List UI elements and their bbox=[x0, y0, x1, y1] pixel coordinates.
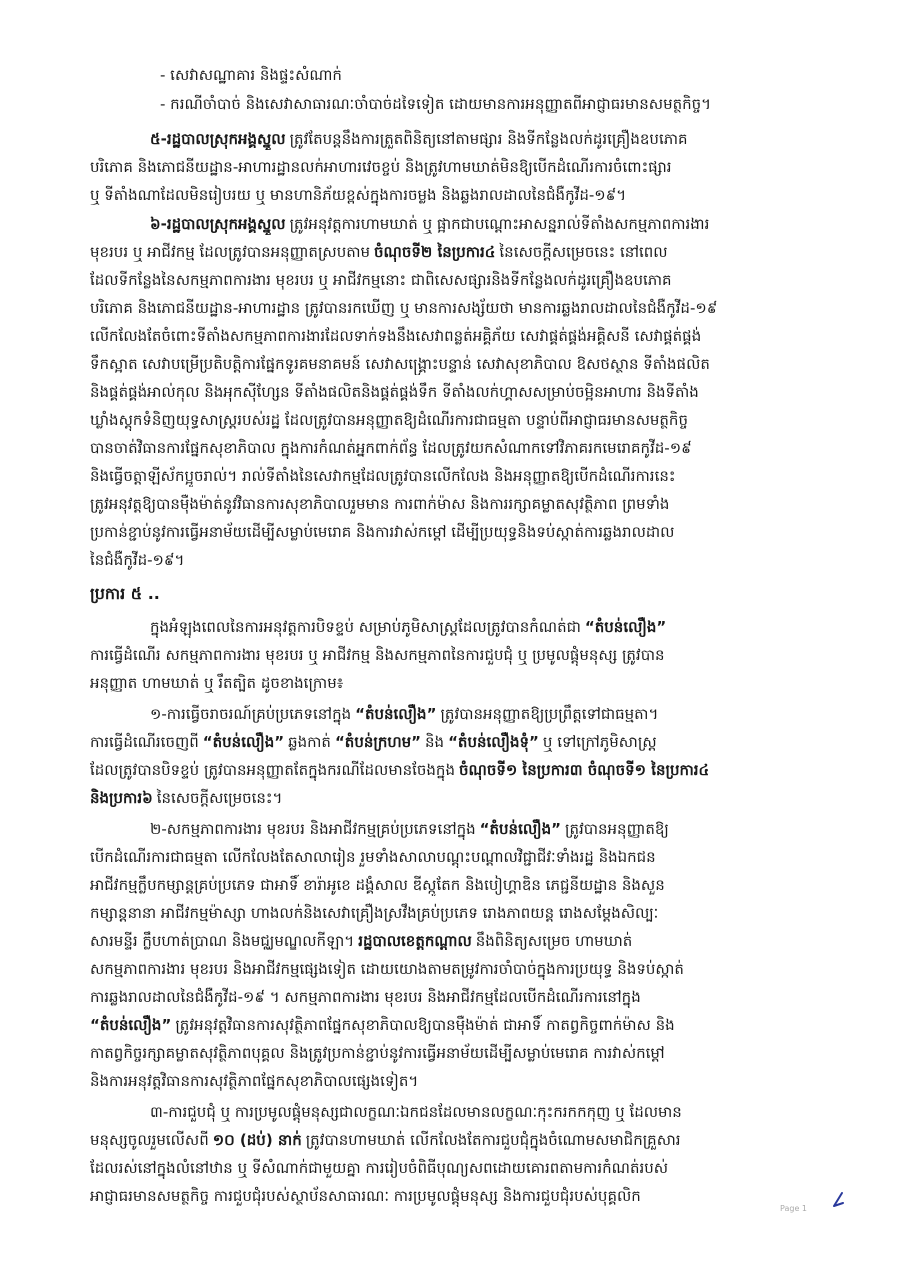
para2-text: និងការអនុវត្តវិធានការសុវត្ថិភាពផ្នែកសុខាភិបាលផ្សេងទៀត។ bbox=[90, 1072, 419, 1090]
item6-text: បរិភោគ និងភោជនីយដ្ឋាន-អាហារដ្ឋាន ត្រូវបានរកឃើញ ឬ មានការសង្ស័យថា មានការឆ្លងរាលដាលនៃជំងឺកូវីដ-១៩ bbox=[90, 299, 718, 317]
para3-line bbox=[90, 1157, 850, 1179]
item6-line bbox=[90, 297, 850, 319]
item6-line bbox=[90, 549, 850, 571]
para1-text: ឆ្លងកាត់ bbox=[288, 733, 331, 751]
item6-line bbox=[90, 465, 850, 487]
para3-text: មនុស្សចូលរួមលើសពី bbox=[90, 1131, 209, 1149]
para2-line bbox=[90, 846, 850, 868]
bullet-text: - សេវាសណ្ឋាគារ និងផ្ទះសំណាក់ bbox=[160, 66, 342, 84]
item6-text: ត្រូវអនុវត្តការហាមឃាត់ ឬ ផ្អាកជាបណ្ដោះអាសន្នរាល់ទីតាំងសកម្មភាពការងារ bbox=[289, 215, 710, 233]
article5-text: ការធ្វើដំណើរ សកម្មភាពការងារ មុខរបរ ឬ អាជីវកម្ម និងសកម្មភាពនៃការជួបជុំ ឬ ប្រមូលផ្ដុំមនុស្ស ត្រូវបាន bbox=[90, 646, 665, 664]
para2-line bbox=[90, 874, 850, 896]
para2-text: សារមន្ទីរ ក្លឹបហាត់ប្រាណ និងមជ្ឈមណ្ឌលកីឡា។ bbox=[90, 932, 355, 950]
zone-dark-yellow: “តំបន់លឿងទុំ” bbox=[448, 733, 539, 751]
item6-lead: ៦-រដ្ឋបាលស្រុកអង្គស្នួល bbox=[150, 215, 286, 233]
item5-line bbox=[150, 128, 850, 150]
item5-lead: ៥-រដ្ឋបាលស្រុកអង្គស្នួល bbox=[150, 130, 286, 148]
para1-text: និង bbox=[425, 733, 445, 751]
para1-text: ឬ ទៅក្រៅភូមិសាស្ត្រ bbox=[542, 733, 657, 751]
para2-text: ២-សកម្មភាពការងារ មុខរបរ និងអាជីវកម្មគ្រប់ប្រភេទនៅក្នុង bbox=[150, 820, 476, 838]
bullet-text: - ករណីចាំបាច់ និងសេវាសាធារណៈចាំបាច់ដទៃទៀត ដោយមានការអនុញ្ញាតពីអាជ្ញាធរមានសមត្ថកិច្ច។ bbox=[160, 95, 712, 113]
para2-line bbox=[90, 958, 850, 980]
para1-ref: ចំណុចទី១ នៃប្រការ៣ ចំណុចទី១ នៃប្រការ៤ bbox=[458, 761, 710, 779]
zone-yellow: “តំបន់លឿង” bbox=[355, 705, 437, 723]
item6-text: មុខរបរ ឬ អាជីវកម្ម ដែលត្រូវបានអនុញ្ញាតស្របតាម bbox=[90, 243, 371, 261]
para2-text: នឹងពិនិត្យសម្រេច ហាមឃាត់ bbox=[475, 932, 633, 950]
zone-yellow: “តំបន់លឿង” bbox=[584, 618, 667, 636]
para3-count: ១០ (ដប់) នាក់ bbox=[212, 1131, 302, 1149]
item6-line bbox=[90, 353, 850, 375]
para2-line bbox=[90, 986, 850, 1008]
para1-line bbox=[90, 759, 850, 781]
para2-line bbox=[90, 1070, 850, 1092]
para1-line bbox=[150, 703, 850, 725]
item6-text: ឃ្លាំងស្តុកទំនិញយុទ្ធសាស្ត្ររបស់រដ្ឋ ដែលត្រូវបានអនុញ្ញាតឱ្យដំណើរការជាធម្មតា បន្ទាប់ពីអាជ្ញាធរមានសមត្ថកិច្ច bbox=[90, 411, 688, 429]
item6-text: បានចាត់វិធានការផ្នែកសុខាភិបាល ក្នុងការកំណត់អ្នកពាក់ព័ន្ធ ដែលត្រូវយកសំណាកទៅវិភាគរកមេរោគកូវីដ-១៩ bbox=[90, 439, 692, 457]
para1-ref: និងប្រការ៦ bbox=[90, 789, 153, 807]
para3-line bbox=[90, 1185, 850, 1207]
para2-line bbox=[90, 930, 850, 952]
bullet-hotel bbox=[160, 64, 850, 86]
para1-text: ១-ការធ្វើចរាចរណ៍គ្រប់ប្រភេទនៅក្នុង bbox=[150, 705, 352, 723]
item5-text: បរិភោគ និងភោជនីយដ្ឋាន-អាហារដ្ឋានលក់អាហារវេចខ្ចប់ និងត្រូវហាមឃាត់មិនឱ្យបើកដំណើរការចំពោះផ្សារ bbox=[90, 158, 672, 176]
authority-name: រដ្ឋបាលខេត្តកណ្ដាល bbox=[358, 932, 472, 950]
item6-line bbox=[150, 213, 850, 235]
bullet-emergency bbox=[160, 93, 850, 115]
para2-text: បើកដំណើរការជាធម្មតា លើកលែងតែសាលារៀន រួមទាំងសាលាបណ្ដុះបណ្ដាលវិជ្ជាជីវៈទាំងរដ្ឋ និងឯកជន bbox=[90, 848, 656, 866]
para2-line bbox=[90, 1042, 850, 1064]
item6-line bbox=[90, 521, 850, 543]
para1-text: នៃសេចក្ដីសម្រេចនេះ។ bbox=[156, 789, 283, 807]
item5-line bbox=[90, 156, 850, 178]
item6-text: លើកលែងតែចំពោះទីតាំងសកម្មភាពការងារដែលទាក់ទងនឹងសេវាពន្លត់អគ្គិភ័យ សេវាផ្គត់ផ្គង់អគ្គិសនី សេវាផ្គត់ផ្គង់ bbox=[90, 327, 702, 345]
para2-text: អាជីវកម្មក្លឹបកម្សាន្តគ្រប់ប្រភេទ ជាអាទិ៍ ខារ៉ាអូខេ ដង្គំសាល ឌីស្កូតែក និងបៀហ្គាឌិន ភេជ្ជនីយដ្ឋាន និងសួន bbox=[90, 876, 665, 894]
item6-text: ដែលទីកន្លែងនៃសកម្មភាពការងារ មុខរបរ ឬ អាជីវកម្មនោះ ជាពិសេសផ្សារនិងទីកន្លែងលក់ដូរគ្រឿងឧបភោគ bbox=[90, 271, 672, 289]
para2-text: សកម្មភាពការងារ មុខរបរ និងអាជីវកម្មផ្សេងទៀត ដោយយោងតាមតម្រូវការចាំបាច់ក្នុងការប្រយុទ្ធ និងទប់ស្កាត់ bbox=[90, 960, 684, 978]
para1-text: ការធ្វើដំណើរចេញពី bbox=[90, 733, 199, 751]
para2-line bbox=[150, 818, 850, 840]
item6-text: ត្រូវអនុវត្តឱ្យបានម៉ឺងម៉ាត់នូវវិធានការសុខាភិបាលរួមមាន ការពាក់ម៉ាស និងការរក្សាគម្លាតសុវត្ថិភាព ព្រមទាំង bbox=[90, 495, 670, 513]
item6-line bbox=[90, 269, 850, 291]
article5-intro bbox=[90, 644, 850, 666]
article5-text: ក្នុងអំឡុងពេលនៃការអនុវត្តការបិទខ្ទប់ សម្រាប់ភូមិសាស្ត្រដែលត្រូវបានកំណត់ជា bbox=[150, 618, 581, 636]
item6-line bbox=[90, 241, 850, 263]
zone-yellow: “តំបន់លឿង” bbox=[479, 820, 561, 838]
pen-mark-icon bbox=[828, 1190, 848, 1210]
item6-line bbox=[90, 381, 850, 403]
para3-line bbox=[150, 1101, 850, 1123]
item6-line bbox=[90, 493, 850, 515]
para1-line bbox=[90, 787, 850, 809]
item6-text: នៃសេចក្ដីសម្រេចនេះ នៅពេល bbox=[499, 243, 668, 261]
para3-text: អាជ្ញាធរមានសមត្ថកិច្ច ការជួបជុំរបស់ស្ថាប័នសាធារណៈ ការប្រមូលផ្ដុំមនុស្ស និងការជួបជុំរបស់បុគ្គលិក bbox=[90, 1187, 641, 1205]
item5-text: ឬ ទីតាំងណាដែលមិនរៀបរយ ឬ មានហានិភ័យខ្ពស់ក្នុងការចម្លង និងឆ្លងរាលដាលនៃជំងឺកូវីដ-១៩។ bbox=[90, 186, 627, 204]
article5-intro bbox=[90, 672, 850, 694]
para3-line bbox=[90, 1129, 850, 1151]
para3-text: ៣-ការជួបជុំ ឬ ការប្រមូលផ្ដុំមនុស្សជាលក្ខណៈឯកជនដែលមានលក្ខណៈកុះករកកកុញ ឬ ដែលមាន bbox=[150, 1103, 682, 1121]
article5-text: អនុញ្ញាត ហាមឃាត់ ឬ រឹតត្បិត ដូចខាងក្រោម៖ bbox=[90, 674, 344, 692]
para2-line bbox=[90, 1014, 850, 1036]
item5-text: ត្រូវតែបន្តនឹងការត្រួតពិនិត្យនៅតាមផ្សារ និងទីកន្លែងលក់ដូរគ្រឿងឧបភោគ bbox=[289, 130, 688, 148]
para2-line bbox=[90, 902, 850, 924]
zone-yellow: “តំបន់លឿង” bbox=[202, 733, 285, 751]
para2-text: ការឆ្លងរាលដាលនៃជំងឺកូវីដ-១៩ ។ សកម្មភាពការងារ មុខរបរ និងអាជីវកម្មដែលបើកដំណើរការនៅក្នុង bbox=[90, 988, 641, 1006]
para2-text: ត្រូវបានអនុញ្ញាតឱ្យ bbox=[564, 820, 669, 838]
para2-text: ត្រូវអនុវត្តវិធានការសុវត្ថិភាពផ្នែកសុខាភិបាលឱ្យបានម៉ឺងម៉ាត់ ជាអាទិ៍ កាតព្វកិច្ចពាក់ម៉ាស និង bbox=[175, 1016, 675, 1034]
para2-text: កម្សាន្តនានា អាជីវកម្មម៉ាស្សា ហាងលក់និងសេវាគ្រឿងស្រវឹងគ្រប់ប្រភេទ រោងភាពយន្ត រោងសម្ដែងសិល្បៈ bbox=[90, 904, 659, 922]
item6-text: និងធ្វើចត្តាឡីស័កប្អូចរាល់។ រាល់ទីតាំងនៃសេវាកម្មដែលត្រូវបានលើកលែង និងអនុញ្ញាតឱ្យបើកដំណើរការនេះ bbox=[90, 467, 676, 485]
item6-line bbox=[90, 437, 850, 459]
article5-intro bbox=[150, 616, 850, 638]
para2-text: កាតព្វកិច្ចរក្សាគម្លាតសុវត្ថិភាពបុគ្គល និងត្រូវប្រកាន់ខ្ជាប់នូវការធ្វើអនាម័យដើម្បីសម្លាប់មេរោគ ការវាស់កម្ដៅ bbox=[90, 1044, 665, 1062]
item5-line bbox=[90, 184, 850, 206]
para3-text: ត្រូវបានហាមឃាត់ លើកលែងតែការជួបជុំក្នុងចំណោមសមាជិកគ្រួសារ bbox=[305, 1131, 681, 1149]
para1-text: ត្រូវបានអនុញ្ញាតឱ្យប្រព្រឹត្តទៅជាធម្មតា។ bbox=[440, 705, 659, 723]
zone-red: “តំបន់ក្រហម” bbox=[334, 733, 422, 751]
page-number: Page 1 bbox=[780, 1204, 807, 1213]
item6-line bbox=[90, 325, 850, 347]
item6-text: ប្រកាន់ខ្ជាប់នូវការធ្វើអនាម័យដើម្បីសម្លាប់មេរោគ និងការវាស់កម្ដៅ ដើម្បីប្រយុទ្ធនិងទប់ស្កាត់ការឆ្លងរាលដាល bbox=[90, 523, 675, 541]
item6-text: នៃជំងឺកូវីដ-១៩។ bbox=[90, 551, 185, 569]
item6-line bbox=[90, 409, 850, 431]
article5-heading: ប្រការ ៥ .. bbox=[90, 584, 160, 603]
item6-text: និងផ្គត់ផ្គង់អាល់កុល និងអុកស៊ីហ្សែន ទីតាំងផលិតនិងផ្គត់ផ្គង់ទឹក ទីតាំងលក់ហ្គាសសម្រាប់ចម្អិនអាហារ និងទីតាំង bbox=[90, 383, 699, 401]
para3-text: ដែលរស់នៅក្នុងលំនៅឋាន ឬ ទីសំណាក់ជាមួយគ្នា ការរៀបចំពិធីបុណ្យសពដោយគោរពតាមការកំណត់របស់ bbox=[90, 1159, 669, 1177]
item6-text: ទឹកស្អាត សេវាបម្រើប្រតិបត្តិការផ្នែកទូរគមនាគមន៍ សេវាសង្គ្រោះបន្ទាន់ សេវាសុខាភិបាល ឱសថស្ថាន ទីតាំងផលិត bbox=[90, 355, 710, 373]
item6-ref: ចំណុចទី២ នៃប្រការ៤ bbox=[374, 243, 496, 261]
para1-text: ដែលត្រូវបានបិទខ្ទប់ ត្រូវបានអនុញ្ញាតតែក្នុងករណីដែលមានចែងក្នុង bbox=[90, 761, 455, 779]
para1-line bbox=[90, 731, 850, 753]
zone-yellow: “តំបន់លឿង” bbox=[90, 1016, 172, 1034]
